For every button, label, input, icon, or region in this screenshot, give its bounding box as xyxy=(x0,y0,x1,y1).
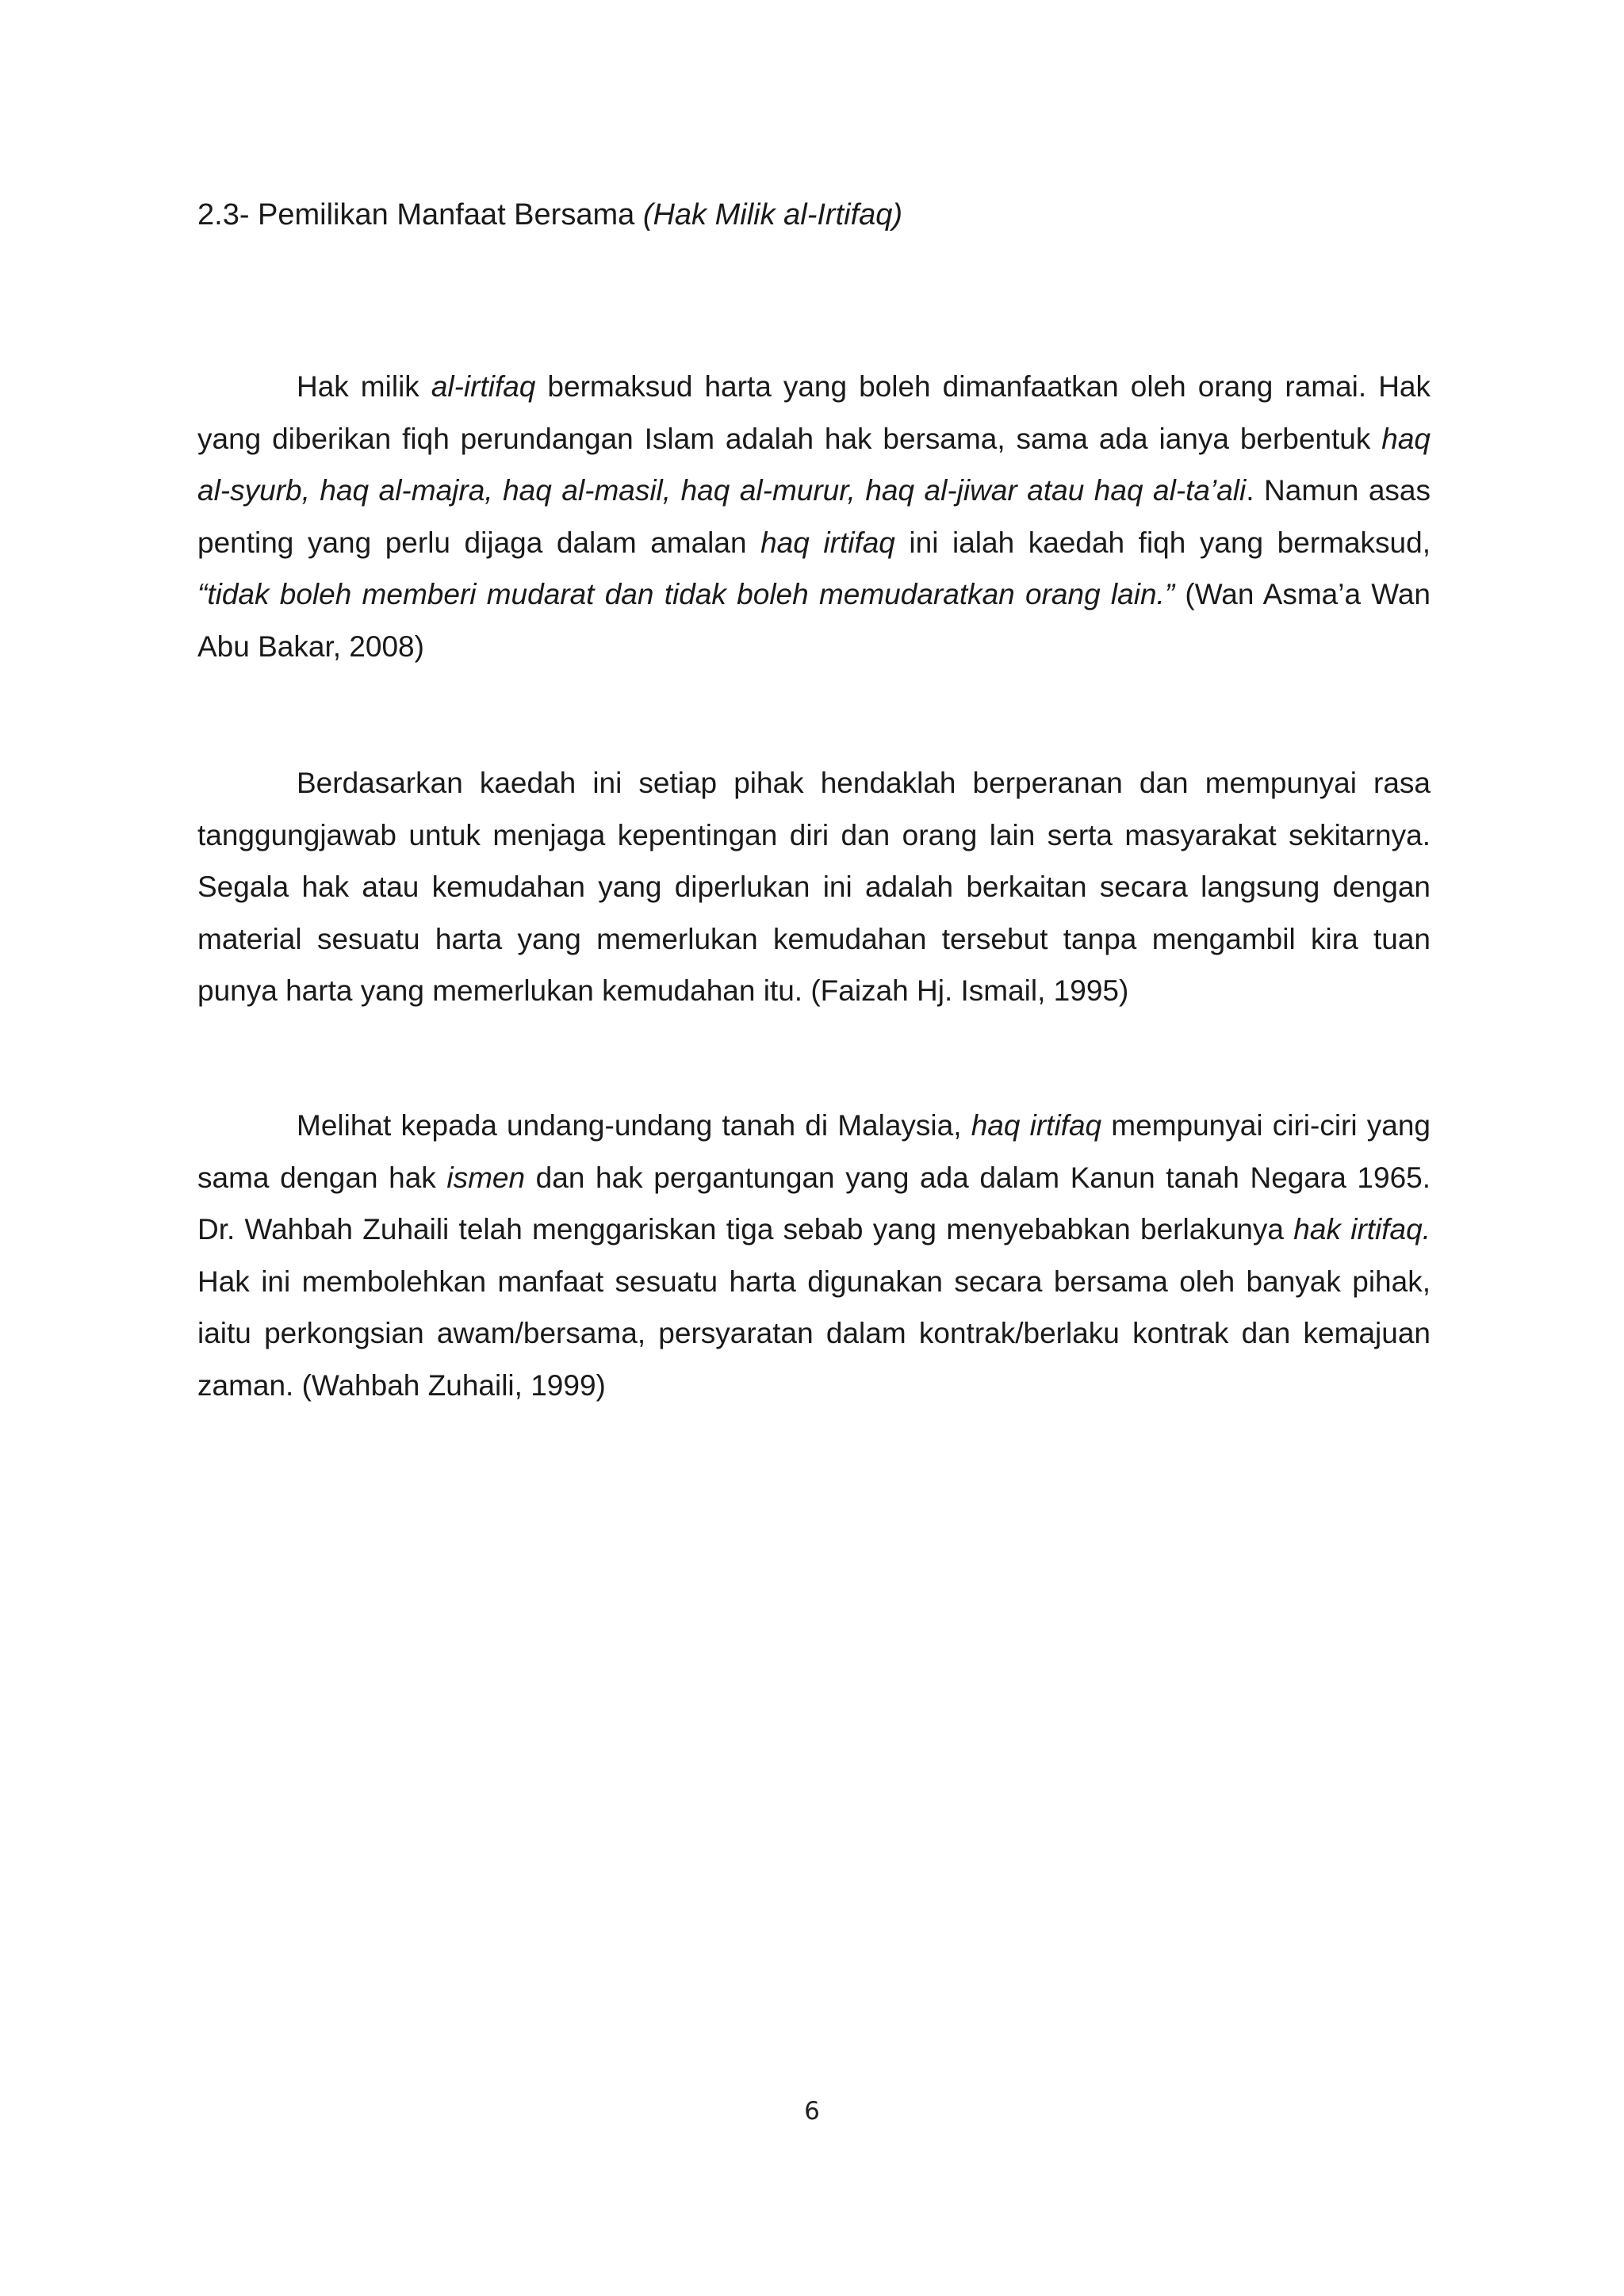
section-heading xyxy=(197,195,902,235)
italic-term: al-irtifaq xyxy=(431,370,536,403)
text-run: Melihat kepada undang-undang tanah di Malaysia, xyxy=(297,1109,971,1142)
citation: (Wan Asma’a Wan Abu Bakar, 2008) xyxy=(197,578,1431,663)
section-heading-subtitle: (Hak Milik al-Irtifaq) xyxy=(642,198,903,232)
page-number: 6 xyxy=(804,2097,820,2126)
italic-quote: “tidak boleh memberi mudarat dan tidak boleh memudaratkan orang lain.” xyxy=(197,578,1175,610)
paragraph-melihat xyxy=(197,1100,1431,1411)
italic-term: haq irtifaq xyxy=(971,1109,1102,1142)
section-heading-title: 2.3- Pemilikan Manfaat Bersama xyxy=(197,198,643,232)
italic-term-list: haq al-syurb, haq al-majra, haq al-masil, haq al-murur, haq al-jiwar atau haq al-ta’ali xyxy=(197,422,1431,507)
italic-term: ismen xyxy=(446,1161,526,1194)
paragraph-berdasarkan xyxy=(197,757,1431,1017)
text-run: Berdasarkan kaedah ini setiap pihak hendaklah berperanan dan mempunyai rasa tanggungjawab untuk menjaga kepentingan diri dan orang lain serta masyarakat sekitarnya. Segala hak atau kemudahan yang diperlukan ini adalah berkaitan secara langsung dengan material sesuatu harta yang memerlukan kemudahan tersebut tanpa mengambil kira tuan punya harta yang memerlukan kemudahan itu. (Faizah Hj. Ismail, 1995) xyxy=(197,767,1431,1007)
text-run: . Namun asas penting yang perlu dijaga dalam amalan xyxy=(197,474,1431,559)
italic-term: hak irtifaq. xyxy=(1293,1213,1431,1246)
italic-term: haq irtifaq xyxy=(760,526,895,559)
text-run: mempunyai ciri-ciri yang sama dengan hak xyxy=(197,1109,1431,1194)
text-run: Hak ini membolehkan manfaat sesuatu harta digunakan secara bersama oleh banyak pihak, iaitu perkongsian awam/bersama, persyaratan dalam kontrak/berlaku kontrak dan kemajuan zaman. (Wahbah Zuhaili, 1999) xyxy=(197,1265,1431,1402)
text-run: bermaksud harta yang boleh dimanfaatkan oleh orang ramai. Hak yang diberikan fiqh perundangan Islam adalah hak bersama, sama ada ianya berbentuk xyxy=(197,370,1431,455)
paragraph-hak-milik xyxy=(197,361,1431,672)
text-run: Hak milik xyxy=(297,370,431,403)
text-run: ini ialah kaedah fiqh yang bermaksud, xyxy=(894,526,1431,559)
text-run: dan hak pergantungan yang ada dalam Kanun tanah Negara 1965. Dr. Wahbah Zuhaili telah menggariskan tiga sebab yang menyebabkan berlakunya xyxy=(197,1161,1431,1246)
